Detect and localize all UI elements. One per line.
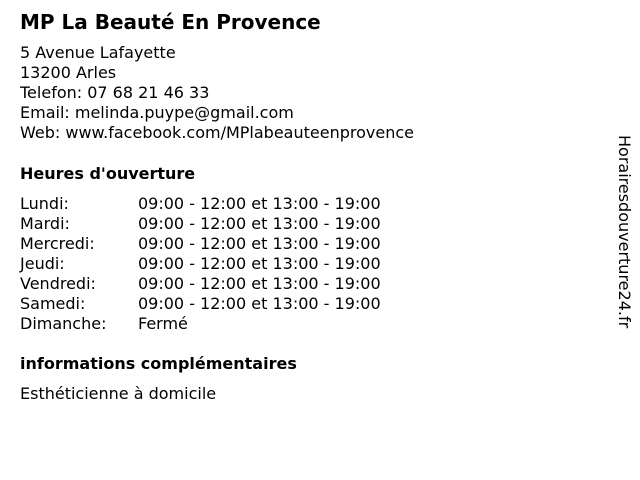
watermark xyxy=(612,135,636,375)
time-value: 09:00 - 12:00 et 13:00 - 19:00 xyxy=(138,294,381,313)
hours-heading: Heures d'ouverture xyxy=(20,164,196,183)
day-label: Mardi: xyxy=(20,214,70,233)
day-label: Samedi: xyxy=(20,294,86,313)
time-value: 09:00 - 12:00 et 13:00 - 19:00 xyxy=(138,234,381,253)
address-city: 13200 Arles xyxy=(20,63,117,82)
business-name: MP La Beauté En Provence xyxy=(20,10,321,34)
day-label: Dimanche: xyxy=(20,314,107,333)
email-line: Email: melinda.puype@gmail.com xyxy=(20,103,294,122)
time-value: 09:00 - 12:00 et 13:00 - 19:00 xyxy=(138,214,381,233)
time-value: 09:00 - 12:00 et 13:00 - 19:00 xyxy=(138,194,381,213)
watermark-text: Horairesdouverture24.fr xyxy=(615,135,634,329)
address-street: 5 Avenue Lafayette xyxy=(20,43,176,62)
info-text: Esthéticienne à domicile xyxy=(20,384,217,403)
day-label: Vendredi: xyxy=(20,274,96,293)
web-line: Web: www.facebook.com/MPlabeauteenprovence xyxy=(20,123,414,142)
contact-block xyxy=(20,43,414,143)
info-heading: informations complémentaires xyxy=(20,354,297,373)
time-value: 09:00 - 12:00 et 13:00 - 19:00 xyxy=(138,254,381,273)
time-value: Fermé xyxy=(138,314,188,333)
day-label: Jeudi: xyxy=(20,254,65,273)
day-label: Mercredi: xyxy=(20,234,95,253)
day-label: Lundi: xyxy=(20,194,69,213)
time-value: 09:00 - 12:00 et 13:00 - 19:00 xyxy=(138,274,381,293)
phone-line: Telefon: 07 68 21 46 33 xyxy=(20,83,210,102)
